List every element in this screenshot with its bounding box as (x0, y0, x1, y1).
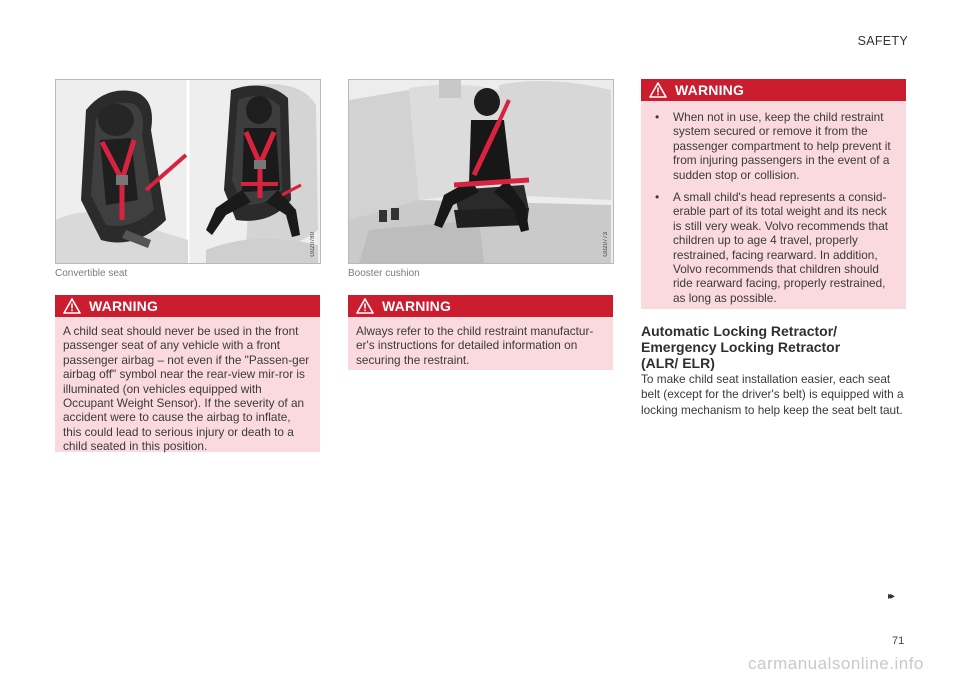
figure-caption: Convertible seat (55, 268, 128, 279)
booster-cushion-illustration (349, 80, 613, 263)
warning-box-manufacturer (348, 295, 613, 370)
figure-convertible-seat (55, 79, 321, 264)
list-item: • When not in use, keep the child restraint system secured or remove it from the passenger compartment to help prevent it from injuring passengers in the event of a sudden stop or collision. (651, 110, 898, 182)
section-heading: Automatic Locking Retractor/ Emergency Locking Retractor (ALR/ ELR) (641, 323, 841, 371)
warning-title: WARNING (89, 298, 159, 314)
figure-booster-cushion (348, 79, 614, 264)
warning-header (348, 295, 613, 317)
warning-box-restraint (641, 79, 906, 309)
warning-text: A child seat should never be used in the front passenger seat of any vehicle with a front passenger airbag – not even if the "Passen-ger airbag off" symbol near the rear-view mir-ror is illuminated (on vehicles equipped with Occupant Weight Sensor). If the severity of an accident were to cause the airbag to inflate, this could lead to serious injury or death to a child seated in this position. (63, 324, 310, 454)
warning-box-airbag (55, 295, 320, 452)
warning-header (641, 79, 906, 101)
warning-title: WARNING (675, 82, 745, 98)
warning-header (55, 295, 320, 317)
warning-title: WARNING (382, 298, 452, 314)
figure-caption: Booster cushion (348, 268, 420, 279)
page-number: 71 (892, 635, 905, 647)
section-body: To make child seat installation easier, each seat belt (except for the driver's belt) is equipped with a locking mechanism to help keep the seat belt taut. (641, 372, 904, 417)
warning-triangle-icon (649, 82, 667, 98)
warning-triangle-icon (63, 298, 81, 314)
warning-triangle-icon (356, 298, 374, 314)
figure-code: G020773 (603, 232, 609, 257)
list-item: • A small child's head represents a consid-erable part of its total weight and its neck is still very weak. Volvo recommends that children up to age 4 travel, properly restrained, facing rearward. In addition, Volvo recommends that children should ride rearward facing, properly restrained, as long as possible. (651, 190, 898, 305)
warning-text: Always refer to the child restraint manufactur-er's instructions for detailed information on securing the restraint. (356, 324, 594, 367)
convertible-seat-illustration (56, 80, 320, 263)
next-page-arrows[interactable]: ▸▸ (888, 591, 893, 602)
warning-list (641, 101, 906, 321)
section-header: SAFETY (857, 34, 908, 48)
watermark: carmanualsonline.info (748, 654, 924, 673)
figure-code: G020780 (310, 232, 316, 257)
